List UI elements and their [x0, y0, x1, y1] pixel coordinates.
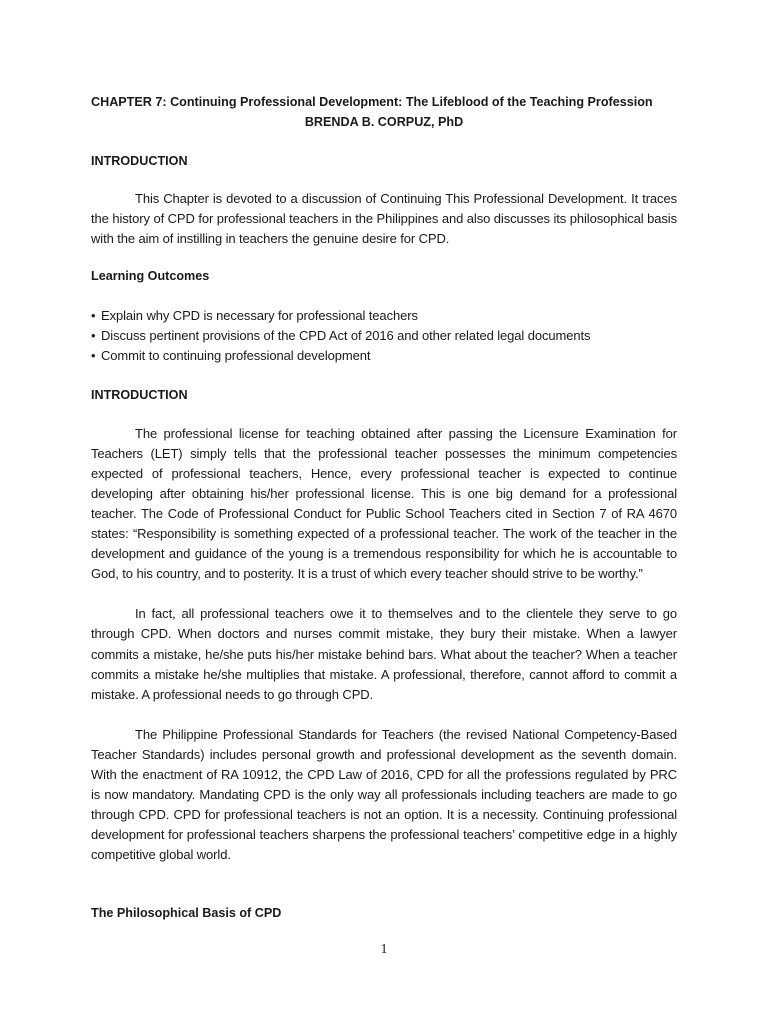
list-item: • Commit to continuing professional development	[91, 346, 677, 366]
chapter-title: CHAPTER 7: Continuing Professional Development: The Lifeblood of the Teaching Profession	[91, 95, 653, 109]
page-number: 1	[380, 942, 388, 957]
bullet-icon: •	[91, 308, 96, 324]
philosophical-basis-heading: The Philosophical Basis of CPD	[91, 906, 282, 921]
bullet-icon: •	[91, 348, 96, 364]
author-name: BRENDA B. CORPUZ, PhD	[304, 115, 464, 129]
body-paragraph: The professional license for teaching obtained after passing the Licensure Examination for Teachers (LET) simply tells that the professional teacher possesses the minimum competencies expected of professional teachers, Hence, every professional teacher is expected to continue developing after obtaining his/her professional license. This is one big demand for a professional teacher. The Code of Professional Conduct for Public School Teachers cited in Section 7 of RA 4670 states: “Responsibility is something expected of a professional teacher. The work of the teacher in the development and guidance of the young is a tremendous responsibility for which he is accountable to God, to his country, and to posterity. It is a trust of which every teacher should strive to be worthy.”	[91, 425, 677, 582]
page-content	[91, 94, 677, 922]
introduction-heading-2: INTRODUCTION	[91, 387, 188, 402]
body-paragraph: The Philippine Professional Standards for Teachers (the revised National Competency-Based Teacher Standards) includes personal growth and professional development as the seventh domain. With the enactment of RA 10912, the CPD Law of 2016, CPD for all the professions regulated by PRC is now mandatory. Mandating CPD is the only way all professionals including teachers are made to go through CPD. CPD for professional teachers is not an option. It is a necessity. Continuing professional development for professional teachers sharpens the professional teachers’ competitive edge in a highly competitive global world.	[91, 726, 677, 863]
list-item: • Explain why CPD is necessary for professional teachers	[91, 306, 677, 326]
list-item: • Discuss pertinent provisions of the CPD Act of 2016 and other related legal documents	[91, 326, 677, 346]
learning-outcomes-list	[91, 306, 677, 366]
introduction-heading: INTRODUCTION	[91, 154, 188, 168]
intro-paragraph: This Chapter is devoted to a discussion of Continuing This Professional Development. It traces the history of CPD for professional teachers in the Philippines and also discusses its philosophical basis with the aim of instilling in teachers the genuine desire for CPD.	[91, 191, 677, 247]
body-paragraph: In fact, all professional teachers owe it to themselves and to the clientele they serve to go through CPD. When doctors and nurses commit mistake, they bury their mistake. When a lawyer commits a mistake, he/she puts his/her mistake behind bars. What about the teacher? When a teacher commits a mistake he/she multiplies that mistake. A professional, therefore, cannot afford to commit a mistake. A professional needs to go through CPD.	[91, 606, 677, 702]
learning-outcomes-heading: Learning Outcomes	[91, 269, 210, 284]
bullet-icon: •	[91, 328, 96, 344]
